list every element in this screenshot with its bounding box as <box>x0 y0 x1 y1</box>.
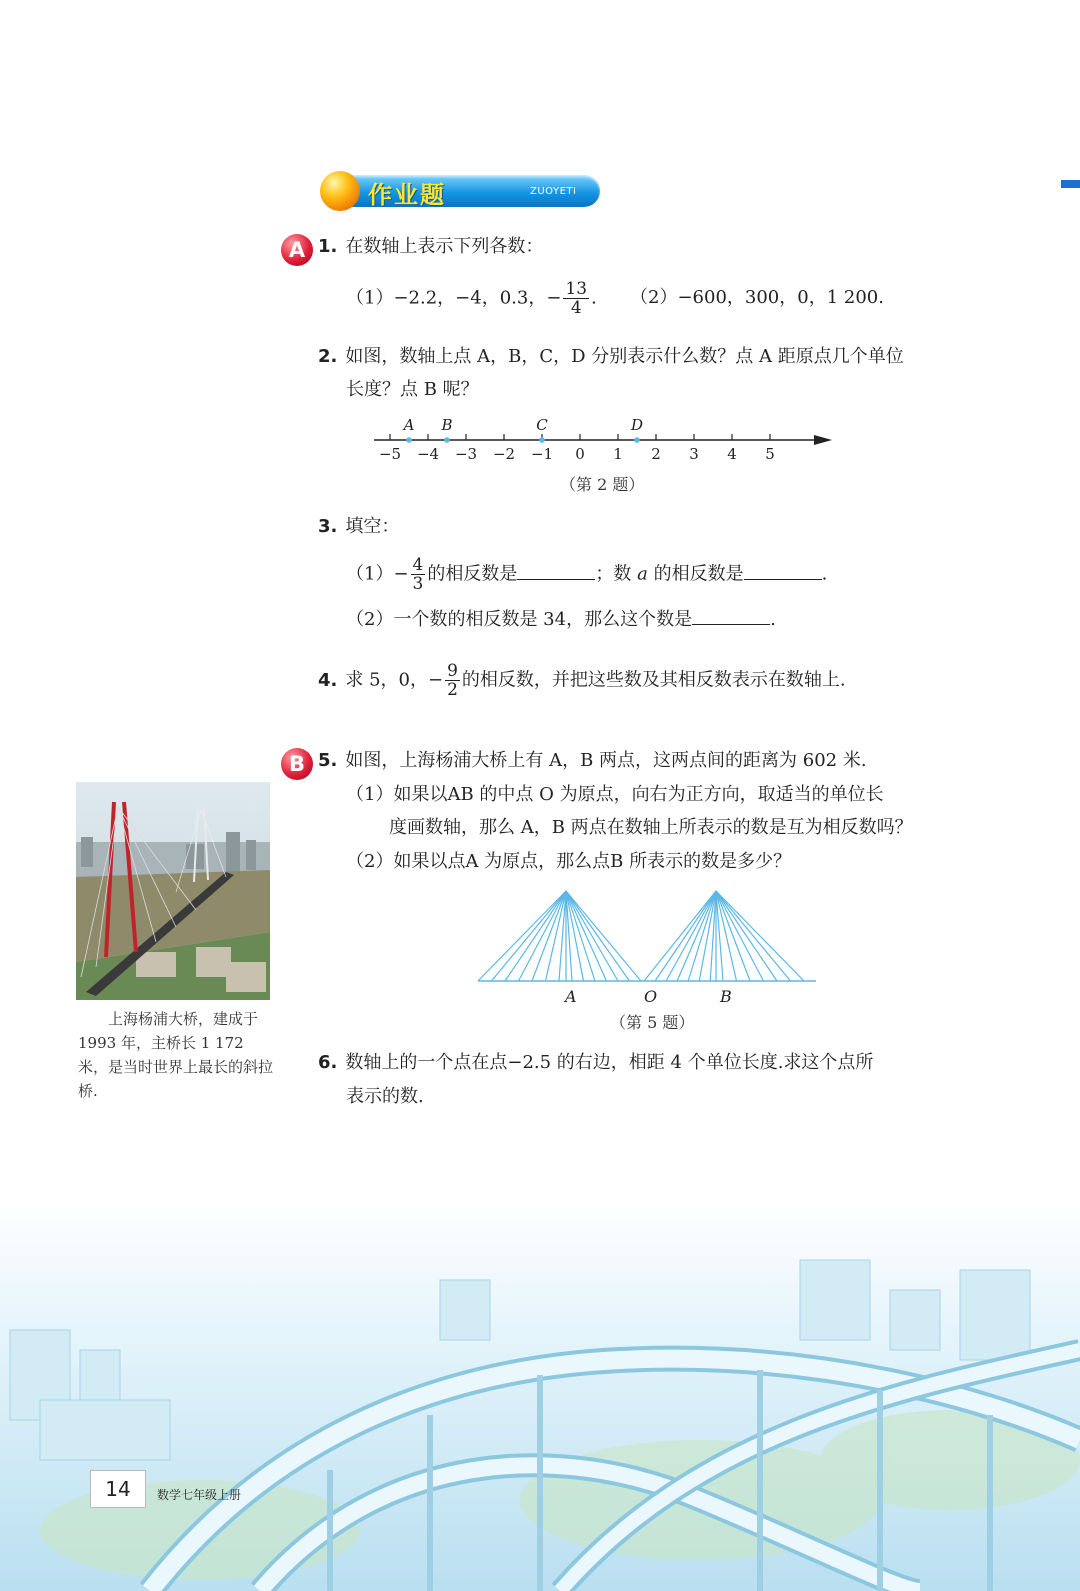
question-3 <box>318 512 399 542</box>
question-text: 的相反数，并把这些数及其相反数表示在数轴上. <box>461 669 846 691</box>
question-text: 求 5，0，− <box>345 669 444 691</box>
level-a-badge: A <box>281 234 313 266</box>
question-text: 在数轴上表示下列各数： <box>345 236 544 257</box>
fraction-numerator: 9 <box>447 661 458 681</box>
tick-label: −3 <box>454 445 478 463</box>
question-number: 2. <box>318 346 338 367</box>
bridge-cable <box>566 891 630 981</box>
banner-subtitle: ZUOYETI <box>530 186 577 197</box>
part-suffix: . <box>770 609 776 630</box>
fraction-denominator: 4 <box>570 298 582 318</box>
homework-banner <box>320 173 600 209</box>
question-1-part-1 <box>346 280 597 317</box>
bridge-cable <box>655 891 716 981</box>
tick-label: 3 <box>689 445 699 463</box>
level-b-badge: B <box>281 748 313 780</box>
part-text: （1）− <box>346 563 409 585</box>
book-title: 数学七年级上册 <box>157 1488 242 1502</box>
question-5-part-1-line-2: 度画数轴，那么 A，B 两点在数轴上所表示的数是互为相反数吗？ <box>389 817 913 838</box>
question-3-part-2 <box>346 605 776 635</box>
bridge-cable <box>566 891 618 981</box>
tick-label: −5 <box>378 445 402 463</box>
bridge-cable <box>716 891 804 981</box>
point-b-label: B <box>441 416 453 434</box>
bridge-cable <box>566 891 607 981</box>
fraction <box>563 280 589 317</box>
point-o-label: O <box>644 987 658 1005</box>
point-b-label: B <box>720 987 732 1005</box>
tick-label: −4 <box>416 445 440 463</box>
answer-blank[interactable] <box>692 606 770 625</box>
bridge-cable <box>666 891 716 981</box>
point-b-marker <box>444 437 450 443</box>
bridge-cable <box>716 891 777 981</box>
question-text: 如图，上海杨浦大桥上有 A，B 两点，这两点间的距离为 602 米. <box>345 750 867 771</box>
question-number: 4. <box>318 669 338 691</box>
question-number: 3. <box>318 516 338 537</box>
question-number: 1. <box>318 236 338 257</box>
question-5 <box>318 746 867 776</box>
figure-caption: （第 5 题） <box>610 1013 695 1032</box>
figure-caption: （第 2 题） <box>560 475 645 494</box>
question-number: 6. <box>318 1052 338 1073</box>
point-a-marker <box>406 437 412 443</box>
fraction <box>445 662 460 699</box>
bridge-cable <box>505 891 566 981</box>
answer-blank[interactable] <box>517 561 595 580</box>
fraction-numerator: 4 <box>412 555 424 575</box>
bridge-cable <box>644 891 716 981</box>
fraction-denominator: 2 <box>447 680 458 700</box>
part-suffix: . <box>591 287 597 309</box>
question-text: 填空： <box>345 516 400 537</box>
question-2-line-2: 长度？点 B 呢？ <box>346 379 479 400</box>
bridge-cable <box>716 891 791 981</box>
question-3-part-1 <box>346 556 827 593</box>
point-a-label: A <box>403 416 415 434</box>
question-1-part-2: （2）−600，300，0，1 200. <box>630 287 884 308</box>
point-d-marker <box>634 437 640 443</box>
banner-title: 作业题 <box>368 181 446 209</box>
question-5-part-1-line-1: （1）如果以AB 的中点 O 为原点，向右为正方向，取适当的单位长 <box>346 784 884 805</box>
point-a-label: A <box>565 987 577 1005</box>
tick-label: −1 <box>530 445 554 463</box>
tick-label: 4 <box>727 445 737 463</box>
tick-label: 2 <box>651 445 661 463</box>
background-highway-image <box>0 1200 1080 1591</box>
question-number: 5. <box>318 750 338 771</box>
question-1 <box>318 232 543 262</box>
tick-label: −2 <box>492 445 516 463</box>
tick-label: 5 <box>765 445 775 463</box>
bridge-cable <box>518 891 566 981</box>
bridge-diagram <box>476 885 822 1005</box>
question-text: 如图，数轴上点 A，B，C，D 分别表示什么数？点 A 距原点几个单位 <box>345 346 904 367</box>
bridge-cable <box>566 891 641 981</box>
tick-label: 0 <box>575 445 585 463</box>
fraction-denominator: 3 <box>412 574 424 594</box>
part-text: （1）−2.2，−4，0.3，− <box>346 287 562 309</box>
orange-ball-icon <box>320 171 360 211</box>
variable-a: a <box>637 563 648 585</box>
bridge-cable <box>716 891 764 981</box>
question-text: 数轴上的一个点在点−2.5 的右边，相距 4 个单位长度.求这个点所 <box>345 1052 874 1073</box>
photo-caption: 上海杨浦大桥，建成于 1993 年，主桥长 1 172 米，是当时世界上最长的斜拉桥. <box>78 1010 274 1100</box>
question-4 <box>318 662 846 699</box>
fraction <box>411 556 426 593</box>
number-line-diagram <box>370 412 840 468</box>
point-d-label: D <box>630 416 644 434</box>
question-6-line-2: 表示的数. <box>346 1086 424 1107</box>
part-text: （2）一个数的相反数是 34，那么这个数是 <box>346 609 693 630</box>
page-number: 14 <box>90 1470 146 1508</box>
part-text: ；数 <box>595 563 632 585</box>
fraction-numerator: 13 <box>565 279 588 299</box>
axis-arrow-icon <box>814 435 832 445</box>
bridge-cable <box>677 891 716 981</box>
part-suffix: . <box>821 563 828 585</box>
bridge-cable <box>478 891 566 981</box>
answer-blank[interactable] <box>744 561 822 580</box>
bridge-photo <box>76 782 270 1000</box>
tick-label: 1 <box>613 445 623 463</box>
part-text: 的相反数是 <box>653 563 744 585</box>
page-edge-marker <box>1061 180 1080 188</box>
question-2 <box>318 342 904 372</box>
point-c-marker <box>539 437 545 443</box>
part-text: 的相反数是 <box>427 563 518 585</box>
question-6 <box>318 1048 873 1078</box>
bridge-cable <box>491 891 566 981</box>
point-c-label: C <box>536 416 548 434</box>
question-5-part-2: （2）如果以点A 为原点，那么点B 所表示的数是多少？ <box>346 851 792 872</box>
